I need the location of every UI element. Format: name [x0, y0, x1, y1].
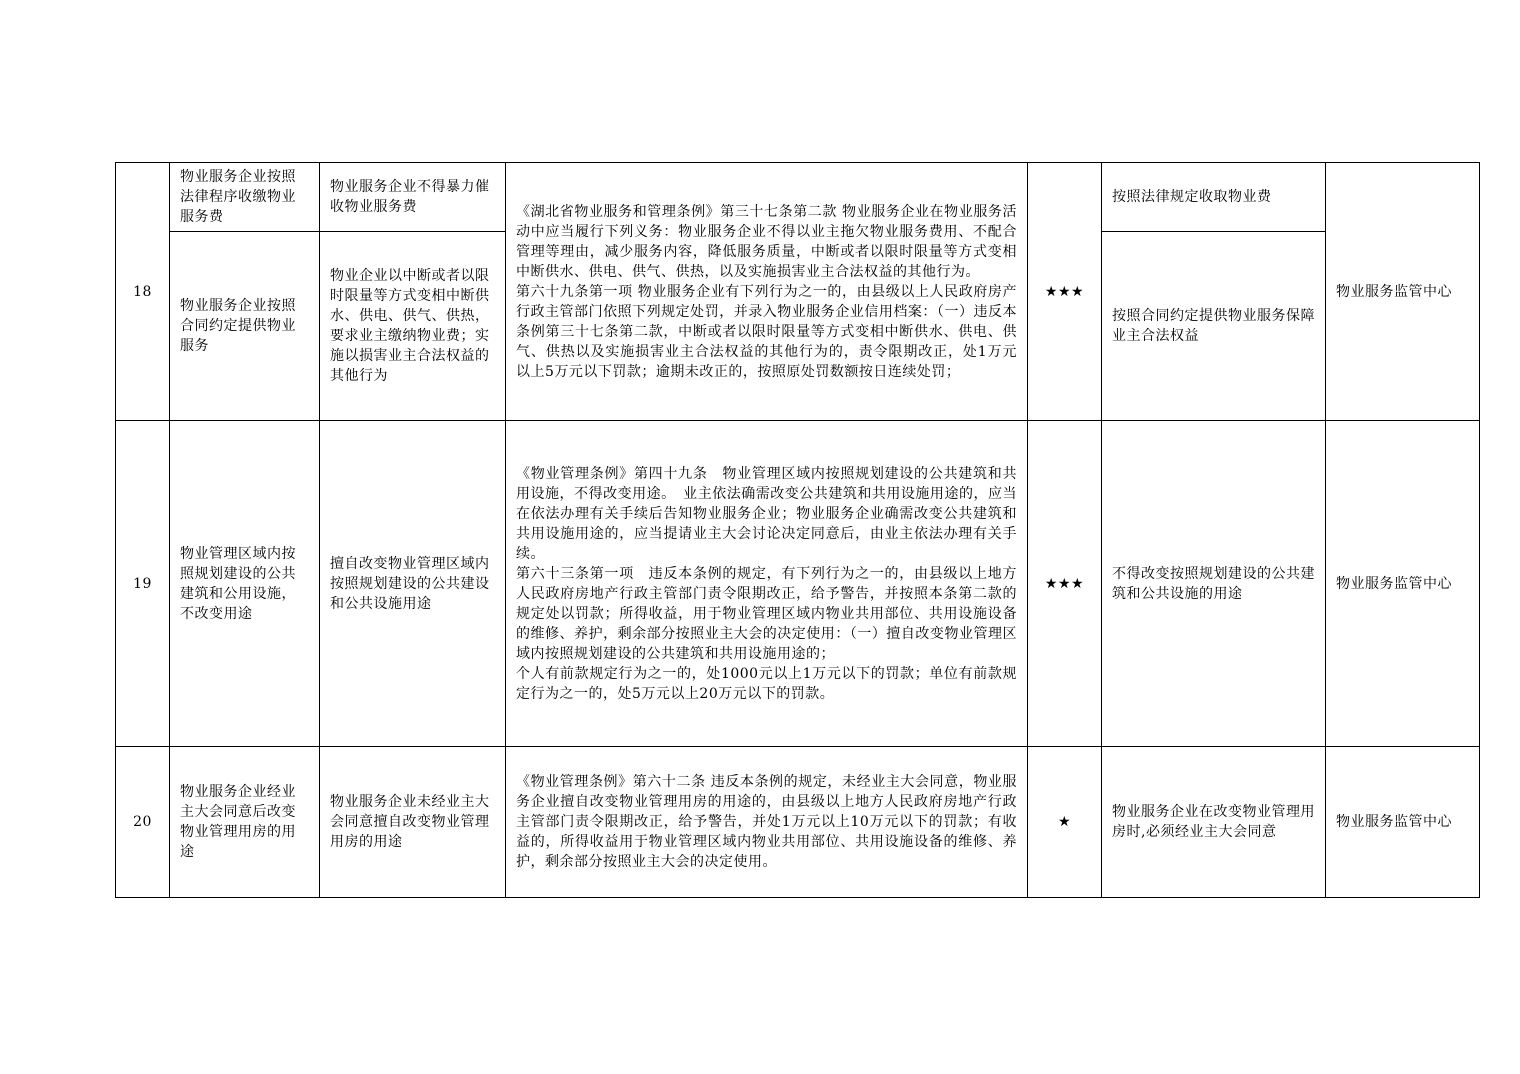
- item-cell: 物业服务企业按照法律程序收缴物业服务费: [170, 163, 320, 232]
- law-paragraph: 《湖北省物业服务和管理条例》第三十七条第二款 物业服务企业在物业服务活动中应当履行下列义务：物业服务企业不得以业主拖欠物业服务费用、不配合管理等理由，减少服务内容，降低服务质量，中断或者以限时限量等方式变相中断供水、供电、供气、供热，以及实施损害业主合法权益的其他行为。: [516, 203, 1017, 280]
- law-paragraph: 第六十九条第一项 物业服务企业有下列行为之一的，由县级以上人民政府房产行政主管部门依照下列规定处罚，并录入物业服务企业信用档案：（一）违反本条例第三十七条第二款，中断或者以限时限量等方式变相中断供水、供电、供气、供热以及实施损害业主合法权益的其他行为的，责令限期改正，处1万元以上5万元以下罚款；逾期未改正的，按照原处罚数额按日连续处罚；: [516, 283, 1017, 380]
- row-number: 19: [116, 421, 170, 747]
- requirement-cell: 物业服务企业在改变物业管理用房时,必须经业主大会同意: [1102, 747, 1326, 898]
- legal-basis-cell: [506, 747, 1028, 898]
- law-paragraph: 第六十三条第一项 违反本条例的规定，有下列行为之一的，由县级以上地方人民政府房地产行政主管部门责令限期改正，给予警告，并按照本条第二款的规定处以罚款；所得收益，用于物业管理区域内物业共用部位、共用设施设备的维修、养护，剩余部分按照业主大会的决定使用：（一）擅自改变物业管理区域内按照规划建设的公共建筑和共用设施用途的；: [516, 565, 1017, 662]
- table-row: [116, 747, 1480, 898]
- department-cell: 物业服务监管中心: [1326, 747, 1480, 898]
- requirement-cell: 按照合同约定提供物业服务保障业主合法权益: [1102, 232, 1326, 421]
- regulation-table: [115, 162, 1480, 898]
- law-paragraph: 个人有前款规定行为之一的，处1000元以上1万元以下的罚款；单位有前款规定行为之一的，处5万元以上20万元以下的罚款。: [516, 665, 1017, 702]
- violation-cell: 物业企业以中断或者以限时限量等方式变相中断供水、供电、供气、供热，要求业主缴纳物业费；实施以损害业主合法权益的其他行为: [320, 232, 506, 421]
- risk-level-stars: ★: [1028, 747, 1102, 898]
- row-number: 20: [116, 747, 170, 898]
- legal-basis-cell: [506, 163, 1028, 421]
- requirement-cell: 不得改变按照规划建设的公共建筑和公共设施的用途: [1102, 421, 1326, 747]
- violation-cell: 擅自改变物业管理区域内按照规划建设的公共建设和公共设施用途: [320, 421, 506, 747]
- requirement-cell: 按照法律规定收取物业费: [1102, 163, 1326, 232]
- violation-cell: 物业服务企业未经业主大会同意擅自改变物业管理用房的用途: [320, 747, 506, 898]
- legal-basis-cell: [506, 421, 1028, 747]
- law-paragraph: 《物业管理条例》第四十九条 物业管理区域内按照规划建设的公共建筑和共用设施，不得改变用途。 业主依法确需改变公共建筑和共用设施用途的，应当在依法办理有关手续后告知物业服务企业；物业服务企业确需改变公共建筑和共用设施用途的，应当提请业主大会讨论决定同意后，由业主依法办理有关手续。: [516, 465, 1017, 562]
- table-row: [116, 163, 1480, 232]
- item-cell: 物业服务企业按照合同约定提供物业服务: [170, 232, 320, 421]
- department-cell: 物业服务监管中心: [1326, 163, 1480, 421]
- risk-level-stars: ★★★: [1028, 421, 1102, 747]
- risk-level-stars: ★★★: [1028, 163, 1102, 421]
- department-cell: 物业服务监管中心: [1326, 421, 1480, 747]
- law-paragraph: 《物业管理条例》第六十二条 违反本条例的规定，未经业主大会同意，物业服务企业擅自改变物业管理用房的用途的，由县级以上地方人民政府房地产行政主管部门责令限期改正，给予警告，并处1万元以上10万元以下的罚款；有收益的，所得收益用于物业管理区域内物业共用部位、共用设施设备的维修、养护，剩余部分按照业主大会的决定使用。: [516, 774, 1017, 870]
- item-cell: 物业管理区域内按照规划建设的公共建筑和公用设施，不改变用途: [170, 421, 320, 747]
- row-number: 18: [116, 163, 170, 421]
- item-cell: 物业服务企业经业主大会同意后改变物业管理用房的用途: [170, 747, 320, 898]
- violation-cell: 物业服务企业不得暴力催收物业服务费: [320, 163, 506, 232]
- table-row: [116, 421, 1480, 747]
